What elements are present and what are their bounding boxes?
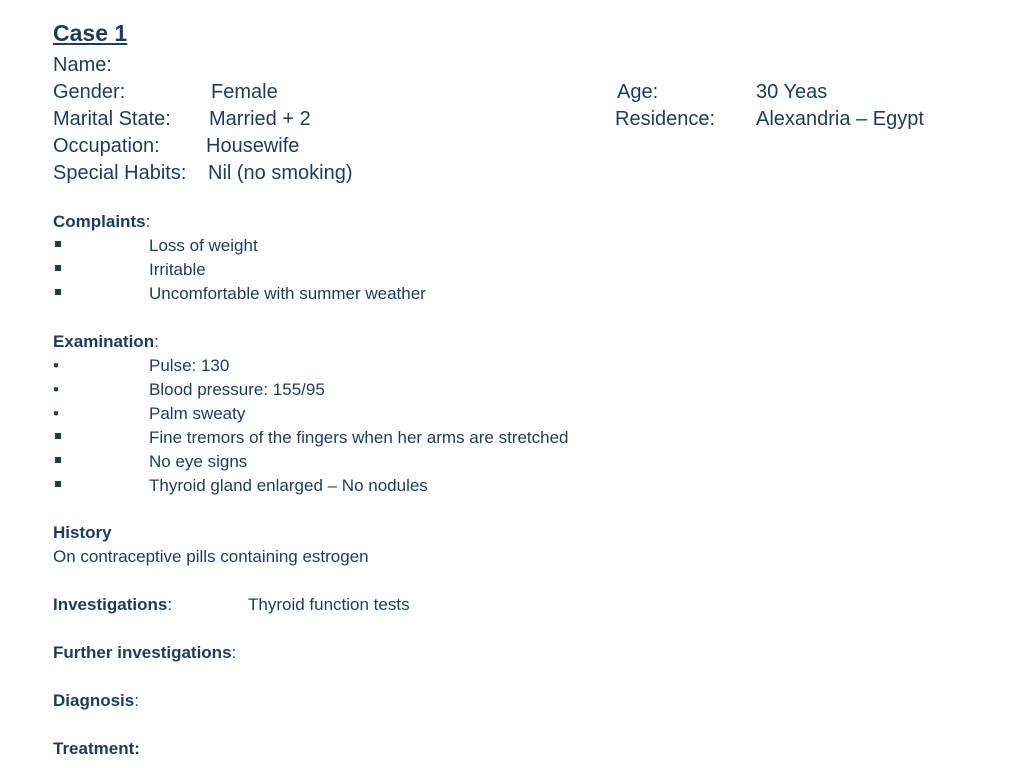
square-bullet-icon [55,265,61,271]
examination-item: Thyroid gland enlarged – No nodules [149,476,428,495]
marital-label: Marital State: [53,108,171,130]
occupation-label: Occupation: [53,135,160,157]
square-bullet-icon [55,457,61,463]
square-bullet-icon [55,241,61,247]
further-investigations-heading: Further investigations: [53,643,237,662]
complaints-heading: Complaints: [53,212,151,231]
examination-item: Palm sweaty [149,404,246,423]
round-bullet-icon: • [53,356,59,375]
history-text: On contraceptive pills containing estrogen [53,547,369,566]
age-value: 30 Yeas [756,81,828,103]
complaint-item: Irritable [149,260,206,279]
round-bullet-icon: • [53,380,59,399]
round-bullet-icon: • [53,404,59,423]
investigations-heading: Investigations: [53,595,173,614]
history-heading: History [53,523,112,542]
investigations-value: Thyroid function tests [248,595,410,614]
marital-value: Married + 2 [209,108,311,130]
examination-item: Pulse: 130 [149,356,230,375]
diagnosis-heading: Diagnosis: [53,691,139,710]
square-bullet-icon [55,481,61,487]
habits-label: Special Habits: [53,162,187,184]
age-label: Age: [617,81,659,103]
complaint-item: Loss of weight [149,236,258,255]
case-title: Case 1 [53,20,128,46]
residence-value: Alexandria – Egypt [756,108,924,130]
examination-item: Blood pressure: 155/95 [149,380,325,399]
occupation-value: Housewife [206,135,300,157]
square-bullet-icon [55,289,61,295]
gender-label: Gender: [53,81,126,103]
gender-value: Female [211,81,278,103]
treatment-heading: Treatment: [53,739,140,758]
habits-value: Nil (no smoking) [208,162,353,184]
examination-item: Fine tremors of the fingers when her arms are stretched [149,428,569,447]
name-label: Name: [53,54,112,76]
examination-item: No eye signs [149,452,248,471]
examination-heading: Examination: [53,332,159,351]
complaint-item: Uncomfortable with summer weather [149,284,426,303]
square-bullet-icon [55,433,61,439]
residence-label: Residence: [615,108,716,130]
